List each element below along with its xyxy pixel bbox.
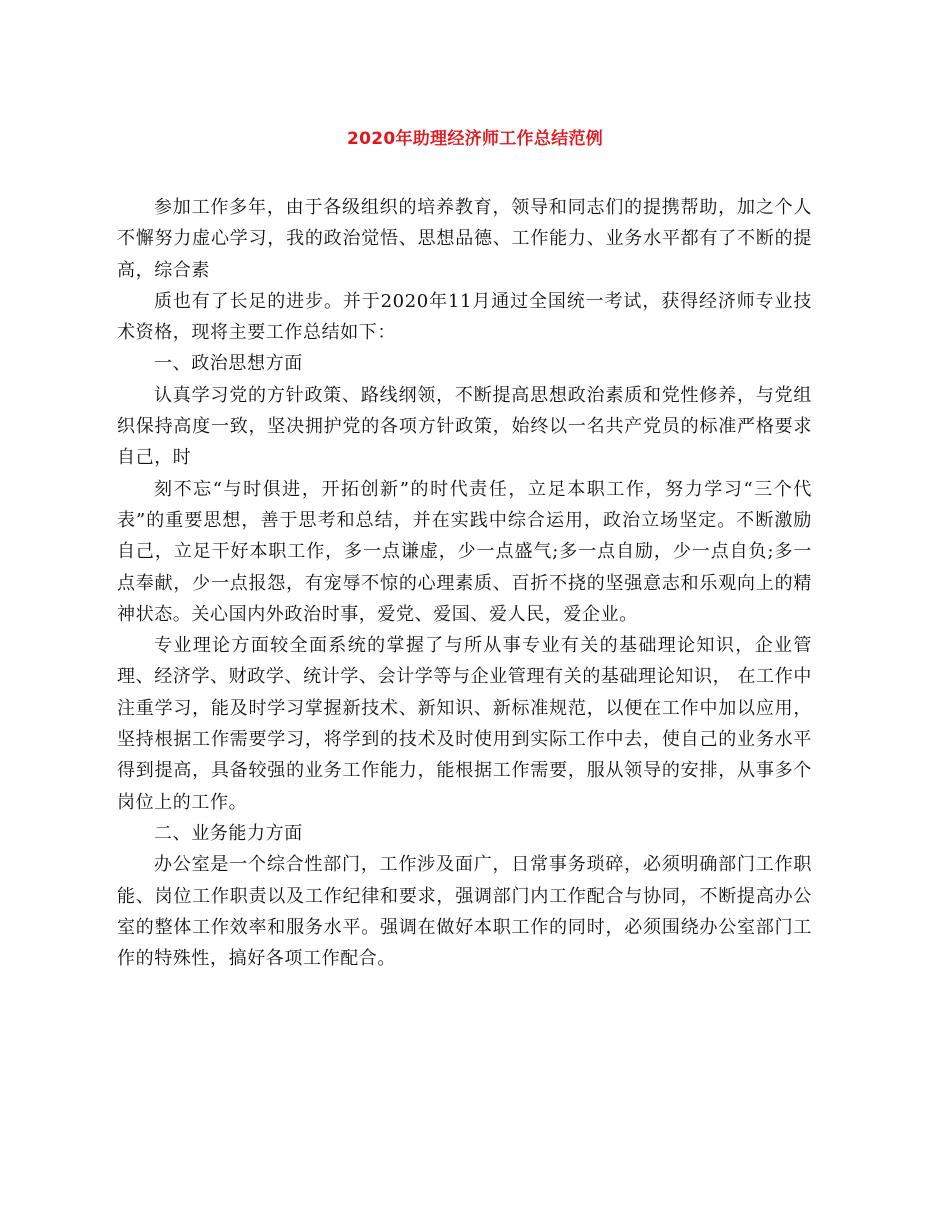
document-title: 2020年助理经济师工作总结范例 [346,129,604,149]
paragraph-theory: 专业理论方面较全面系统的掌握了与所从事专业有关的基础理论知识，企业管理、经济学、财政学、统计学、会计学等与企业管理有关的基础理论知识， 在工作中注重学习，能及时学习掌握新技术、新知识、新标准规范，以便在工作中加以应用，坚持根据工作需要学习，将学到的技术及时使用到实际工作中去，使自己的业务水平得到提高，具备较强的业务工作能力，能根据工作需要，服从领导的安排，从事多个岗位上的工作。 [117,635,812,813]
document-body [117,192,812,974]
paragraph-political-2: 刻不忘“与时俱进，开拓创新”的时代责任，立足本职工作，努力学习“三个代表”的重要思想，善于思考和总结，并在实践中综合运用，政治立场坚定。不断激励自己，立足干好本职工作，多一点谦虚，少一点盛气;多一点自励，少一点自负;多一点奉献，少一点报怨，有宠辱不惊的心理素质、百折不挠的坚强意志和乐观向上的精神状态。关心国内外政治时事，爱党、爱国、爱人民，爱企业。 [117,478,812,625]
section-heading-business: 二、业务能力方面 [154,822,303,844]
paragraph-political-1: 认真学习党的方针政策、路线纲领，不断提高思想政治素质和党性修养，与党组织保持高度一致，坚决拥护党的各项方针政策，始终以一名共产党员的标准严格要求自己，时 [117,384,812,469]
paragraph-intro: 参加工作多年，由于各级组织的培养教育，领导和同志们的提携帮助，加之个人不懈努力虚心学习，我的政治觉悟、思想品德、工作能力、业务水平都有了不断的提高，综合素 [117,197,812,281]
section-heading-political: 一、政治思想方面 [154,353,303,375]
paragraph-intro-continued: 质也有了长足的进步。并于2020年11月通过全国统一考试，获得经济师专业技术资格，现将主要工作总结如下： [117,290,812,344]
paragraph-business: 办公室是一个综合性部门，工作涉及面广，日常事务琐碎，必须明确部门工作职能、岗位工作职责以及工作纪律和要求，强调部门内工作配合与协同，不断提高办公室的整体工作效率和服务水平。强调在做好本职工作的同时，必须围绕办公室部门工作的特殊性，搞好各项工作配合。 [117,854,812,970]
